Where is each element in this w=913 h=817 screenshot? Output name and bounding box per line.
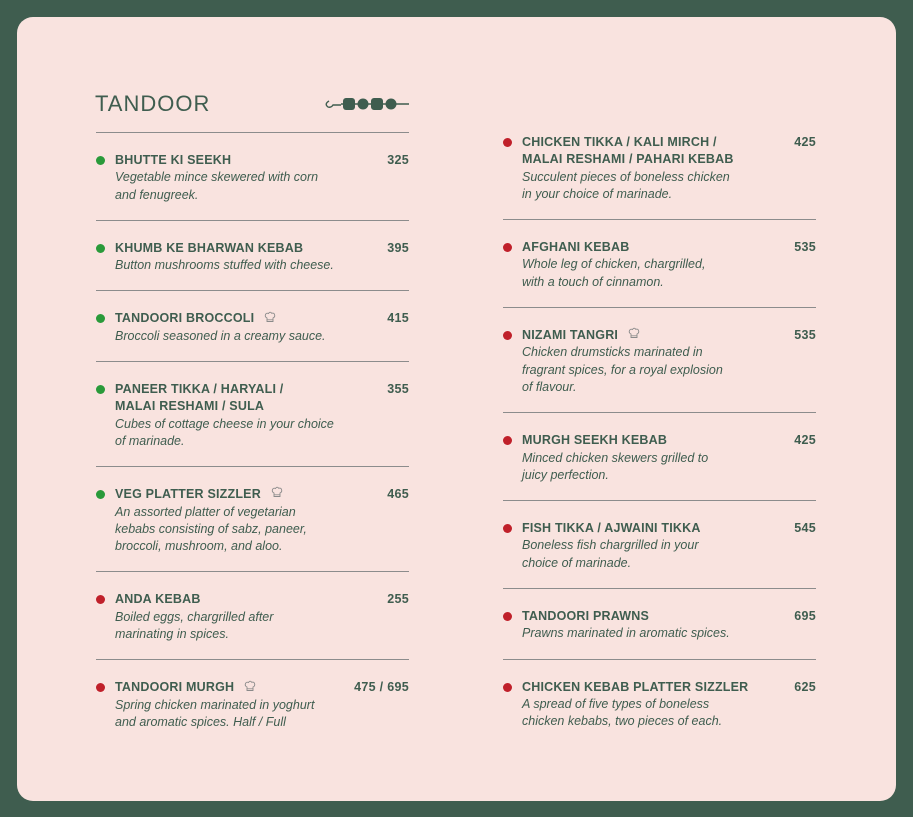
nonveg-indicator-icon — [503, 138, 512, 147]
menu-item — [96, 221, 409, 292]
item-description-line: Spring chicken marinated in yoghurt — [115, 697, 315, 712]
veg-indicator-icon — [96, 490, 105, 499]
item-name — [522, 608, 649, 625]
item-price: 545 — [794, 521, 816, 536]
item-name — [115, 240, 303, 257]
item-description — [115, 328, 326, 345]
item-name — [522, 239, 629, 256]
item-price: 255 — [387, 592, 409, 607]
item-description-line: Boiled eggs, chargrilled after — [115, 609, 274, 624]
menu-item — [503, 308, 816, 413]
menu-item — [96, 291, 409, 362]
item-description — [115, 609, 273, 644]
item-description-line: Chicken drumsticks marinated in — [522, 345, 703, 360]
veg-indicator-icon — [96, 244, 105, 253]
item-description-line: Succulent pieces of boneless chicken — [522, 169, 730, 184]
item-description-line: Cubes of cottage cheese in your choice — [115, 416, 334, 431]
menu-item — [503, 132, 816, 220]
item-description-line: with a touch of cinnamon. — [522, 274, 664, 289]
kebab-skewer-icon — [323, 96, 409, 112]
item-name-line: VEG PLATTER SIZZLER — [115, 486, 283, 503]
left-menu-column — [96, 132, 409, 748]
item-description — [115, 504, 307, 556]
item-price: 415 — [387, 311, 409, 326]
item-name — [522, 327, 640, 344]
item-price: 395 — [387, 240, 409, 255]
menu-item — [503, 660, 816, 748]
item-description-line: and fenugreek. — [115, 187, 199, 202]
item-name-line: NIZAMI TANGRI — [522, 327, 640, 344]
item-description-line: broccoli, mushroom, and aloo. — [115, 539, 283, 554]
item-name-line: TANDOORI BROCCOLI — [115, 310, 276, 327]
veg-indicator-icon — [96, 314, 105, 323]
item-name-line: MALAI RESHAMI / SULA — [115, 399, 265, 414]
item-name — [115, 679, 256, 696]
item-description — [522, 169, 730, 204]
item-description-line: Button mushrooms stuffed with cheese. — [115, 258, 334, 273]
veg-indicator-icon — [96, 156, 105, 165]
nonveg-indicator-icon — [96, 683, 105, 692]
menu-item — [503, 501, 816, 589]
nonveg-indicator-icon — [503, 524, 512, 533]
item-name-line: TANDOORI MURGH — [115, 679, 256, 696]
item-price: 535 — [794, 328, 816, 343]
item-price: 325 — [387, 153, 409, 167]
item-name — [115, 381, 283, 415]
item-price: 425 — [794, 433, 816, 448]
item-description-line: Vegetable mince skewered with corn — [115, 170, 319, 185]
item-price: 425 — [794, 135, 816, 149]
item-price: 535 — [794, 240, 816, 255]
item-name-line: PANEER TIKKA / HARYALI / — [115, 382, 284, 397]
item-name-line: MURGH SEEKH KEBAB — [522, 433, 668, 448]
item-description-line: of marinade. — [115, 433, 185, 448]
nonveg-indicator-icon — [503, 683, 512, 692]
item-name-line: MALAI RESHAMI / PAHARI KEBAB — [522, 152, 734, 166]
menu-item — [503, 413, 816, 501]
nonveg-indicator-icon — [503, 331, 512, 340]
chef-special-icon — [628, 327, 640, 344]
item-name — [115, 591, 201, 608]
item-price: 465 — [387, 487, 409, 502]
item-price: 625 — [794, 679, 816, 694]
item-description — [115, 169, 318, 204]
item-description-line: marinating in spices. — [115, 627, 229, 642]
menu-item — [96, 133, 409, 221]
item-description-line: Boneless fish chargrilled in your — [522, 538, 699, 553]
nonveg-indicator-icon — [503, 612, 512, 621]
item-description-line: A spread of five types of boneless — [522, 696, 710, 711]
item-name — [115, 310, 276, 327]
nonveg-indicator-icon — [503, 243, 512, 252]
menu-item — [96, 467, 409, 572]
chef-special-icon — [271, 486, 283, 503]
item-description-line: fragrant spices, for a royal explosion — [522, 362, 723, 377]
item-description-line: Prawns marinated in aromatic spices. — [522, 626, 730, 641]
item-description — [115, 257, 334, 274]
item-description-line: An assorted platter of vegetarian — [115, 504, 296, 519]
item-name — [522, 679, 748, 696]
item-description — [522, 344, 723, 396]
item-name-line: AFGHANI KEBAB — [522, 240, 630, 255]
chef-special-icon — [244, 680, 256, 697]
menu-card — [17, 17, 896, 801]
item-description-line: Whole leg of chicken, chargrilled, — [522, 257, 706, 272]
item-description-line: and aromatic spices. Half / Full — [115, 714, 286, 729]
item-name-line: TANDOORI PRAWNS — [522, 609, 650, 624]
item-name — [522, 134, 734, 168]
item-description-line: juicy perfection. — [522, 467, 609, 482]
item-name-line: KHUMB KE BHARWAN KEBAB — [115, 240, 304, 255]
item-name-line: ANDA KEBAB — [115, 592, 201, 607]
item-description — [522, 450, 708, 485]
item-name-line: BHUTTE KI SEEKH — [115, 153, 232, 167]
item-name — [115, 486, 283, 503]
item-name — [115, 152, 231, 169]
item-description-line: Broccoli seasoned in a creamy sauce. — [115, 328, 326, 343]
item-price: 355 — [387, 382, 409, 397]
nonveg-indicator-icon — [503, 436, 512, 445]
chef-special-icon — [264, 311, 276, 328]
item-price: 475 / 695 — [354, 680, 409, 695]
item-description — [522, 256, 705, 291]
item-description — [115, 697, 314, 732]
item-name — [522, 520, 701, 537]
menu-item — [503, 589, 816, 660]
menu-item — [96, 572, 409, 660]
item-description-line: choice of marinade. — [522, 555, 632, 570]
item-description — [522, 696, 722, 731]
veg-indicator-icon — [96, 385, 105, 394]
item-name — [522, 432, 667, 449]
section-title: TANDOOR — [95, 91, 211, 116]
nonveg-indicator-icon — [96, 595, 105, 604]
item-description-line: chicken kebabs, two pieces of each. — [522, 714, 723, 729]
menu-item — [96, 660, 409, 748]
item-description-line: in your choice of marinade. — [522, 186, 673, 201]
item-name-line: FISH TIKKA / AJWAINI TIKKA — [522, 521, 701, 536]
menu-item — [96, 362, 409, 467]
right-menu-column — [503, 132, 816, 748]
item-description — [115, 416, 334, 451]
menu-item — [503, 220, 816, 308]
item-description-line: of flavour. — [522, 379, 577, 394]
item-description-line: Minced chicken skewers grilled to — [522, 450, 709, 465]
item-name-line: CHICKEN TIKKA / KALI MIRCH / — [522, 135, 717, 149]
item-description — [522, 625, 730, 642]
item-name-line: CHICKEN KEBAB PLATTER SIZZLER — [522, 679, 749, 694]
item-description-line: kebabs consisting of sabz, paneer, — [115, 521, 307, 536]
item-price: 695 — [794, 609, 816, 624]
item-description — [522, 537, 698, 572]
